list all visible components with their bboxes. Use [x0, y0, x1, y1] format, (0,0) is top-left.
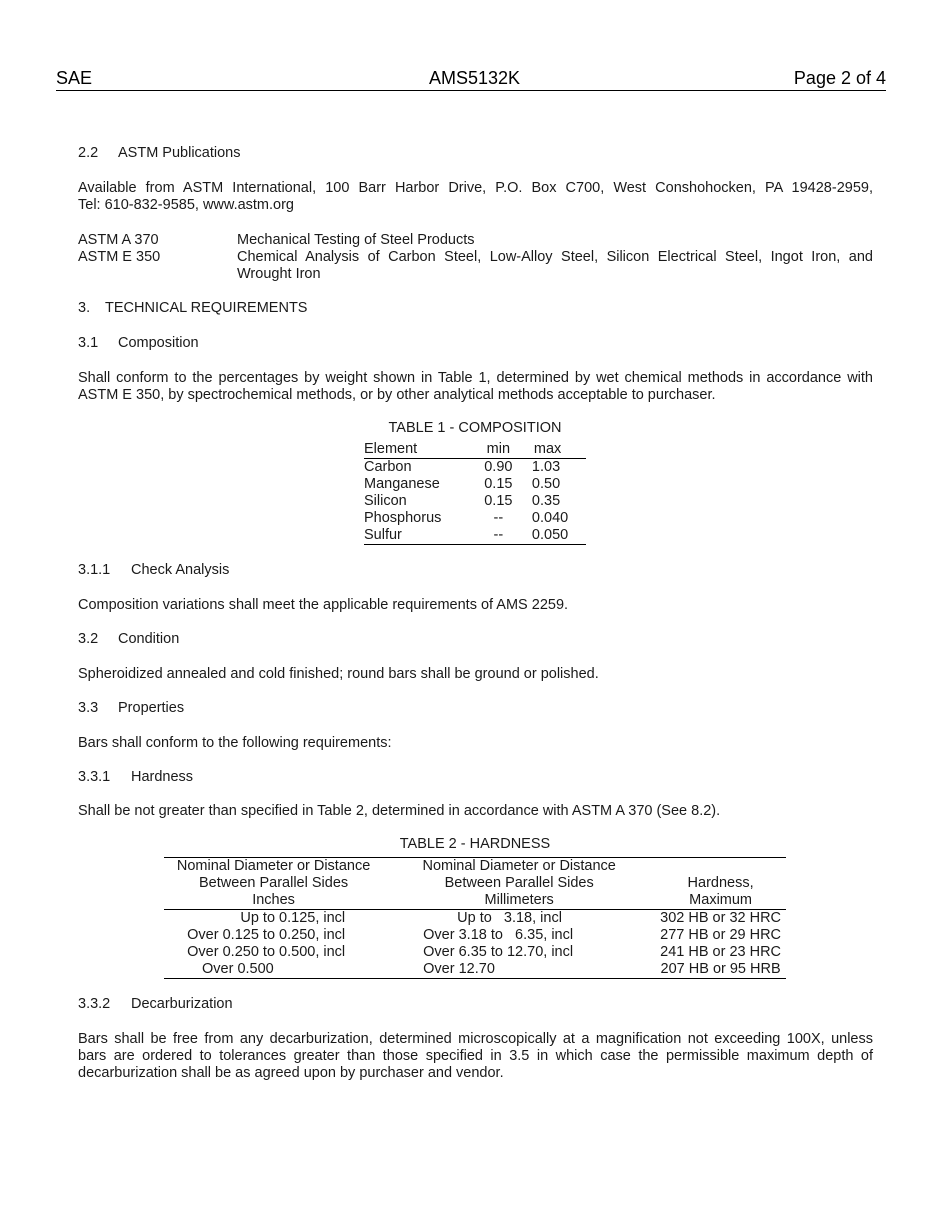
column-header-millimeters: Nominal Diameter or Distance Between Parallel Sides Millimeters: [383, 858, 655, 910]
column-header: max: [526, 441, 586, 459]
min-cell: --: [471, 527, 526, 545]
element-cell: Silicon: [364, 493, 407, 509]
inches-cell: Up to 0.125, incl: [240, 910, 346, 926]
min-cell: 0.90: [484, 459, 513, 475]
hardness-table: [164, 857, 786, 979]
column-header-inches: Nominal Diameter or Distance Between Parallel Sides Inches: [164, 858, 383, 910]
section-3-1-heading: 3.1 Composition: [78, 335, 199, 351]
ref-title-a370: Mechanical Testing of Steel Products: [237, 232, 475, 248]
table2-caption: TABLE 2 - HARDNESS: [399, 836, 551, 852]
header-doc-number: AMS5132K: [429, 68, 521, 88]
section-2-2-heading: 2.2 ASTM Publications: [78, 145, 241, 161]
max-cell: 0.50: [531, 476, 561, 492]
decarburization-text-line1: Bars shall be free from any decarburization, determined microscopically at a magnification not exceeding 100X, unless: [78, 1031, 873, 1047]
section-3-3-1-heading: 3.3.1 Hardness: [78, 769, 194, 785]
table-row: [164, 961, 786, 979]
element-cell: Phosphorus: [364, 510, 442, 526]
millimeters-cell: Up to 3.18, incl: [457, 910, 562, 926]
hardness-cell: 207 HB or 95 HRB: [655, 961, 786, 979]
hardness-cell: 241 HB or 23 HRC: [660, 944, 782, 960]
composition-table: [364, 441, 586, 545]
decarburization-text-line2: bars are ordered to tolerances greater than those specified in 3.5 in which case the permissible maximum depth of: [78, 1048, 873, 1064]
hardness-text: Shall be not greater than specified in Table 2, determined in accordance with ASTM A 370 (See 8.2).: [78, 803, 721, 819]
check-analysis-text: Composition variations shall meet the applicable requirements of AMS 2259.: [78, 597, 569, 613]
table-row: [164, 927, 786, 944]
table-row: [364, 510, 586, 527]
column-header-hardness: Hardness, Maximum: [655, 858, 786, 910]
table-row: [364, 476, 586, 493]
table-row: [364, 493, 586, 510]
composition-text-line1: Shall conform to the percentages by weight shown in Table 1, determined by wet chemical methods in accordance with: [78, 370, 873, 386]
table-row: [364, 527, 586, 545]
inches-cell: Over 0.125 to 0.250, incl: [187, 927, 346, 943]
composition-text-line2: ASTM E 350, by spectrochemical methods, or by other analytical methods acceptable to purchaser.: [78, 387, 716, 403]
max-cell: 0.050: [526, 527, 586, 545]
header-org: SAE: [56, 68, 93, 88]
max-cell: 0.040: [531, 510, 569, 526]
table-header-row: [164, 858, 786, 910]
condition-text: Spheroidized annealed and cold finished; round bars shall be ground or polished.: [78, 666, 599, 682]
element-cell: Carbon: [364, 459, 412, 475]
page-header: [56, 68, 886, 91]
hardness-cell: 277 HB or 29 HRC: [660, 927, 782, 943]
millimeters-cell: Over 6.35 to 12.70, incl: [423, 944, 574, 960]
millimeters-cell: Over 3.18 to 6.35, incl: [423, 927, 574, 943]
section-3-1-1-heading: 3.1.1 Check Analysis: [78, 562, 230, 578]
table-row: [364, 459, 586, 477]
column-header: min: [471, 441, 526, 459]
element-cell: Manganese: [364, 476, 440, 492]
astm-address-line1: Available from ASTM International, 100 Barr Harbor Drive, P.O. Box C700, West Conshohocken, PA 19428-2959,: [78, 180, 873, 196]
table-header-row: [364, 441, 586, 459]
max-cell: 1.03: [531, 459, 561, 475]
min-cell: 0.15: [484, 476, 513, 492]
astm-address-line2: Tel: 610-832-9585, www.astm.org: [78, 197, 294, 213]
section-3-3-2-heading: 3.3.2 Decarburization: [78, 996, 233, 1012]
millimeters-cell: Over 12.70: [383, 961, 655, 979]
header-page-number: Page 2 of 4: [793, 68, 886, 88]
section-3-heading: 3. TECHNICAL REQUIREMENTS: [78, 300, 308, 316]
min-cell: --: [493, 510, 504, 526]
ref-title-e350-line1: Chemical Analysis of Carbon Steel, Low-Alloy Steel, Silicon Electrical Steel, Ingot Iron, and: [237, 249, 873, 265]
properties-text: Bars shall conform to the following requirements:: [78, 735, 392, 751]
column-header: Element: [364, 441, 471, 459]
ref-title-e350-line2: Wrought Iron: [237, 266, 321, 282]
element-cell: Sulfur: [364, 527, 471, 545]
ref-code-e350: ASTM E 350: [78, 249, 161, 265]
min-cell: 0.15: [484, 493, 513, 509]
table1-caption: TABLE 1 - COMPOSITION: [388, 420, 562, 436]
table-row: [164, 910, 786, 928]
table-row: [164, 944, 786, 961]
ref-code-a370: ASTM A 370: [78, 232, 159, 248]
section-3-2-heading: 3.2 Condition: [78, 631, 180, 647]
decarburization-text-line3: decarburization shall be as agreed upon by purchaser and vendor.: [78, 1065, 504, 1081]
section-3-3-heading: 3.3 Properties: [78, 700, 185, 716]
inches-cell: Over 0.250 to 0.500, incl: [187, 944, 346, 960]
max-cell: 0.35: [531, 493, 561, 509]
hardness-cell: 302 HB or 32 HRC: [660, 910, 782, 926]
inches-cell: Over 0.500: [164, 961, 383, 979]
